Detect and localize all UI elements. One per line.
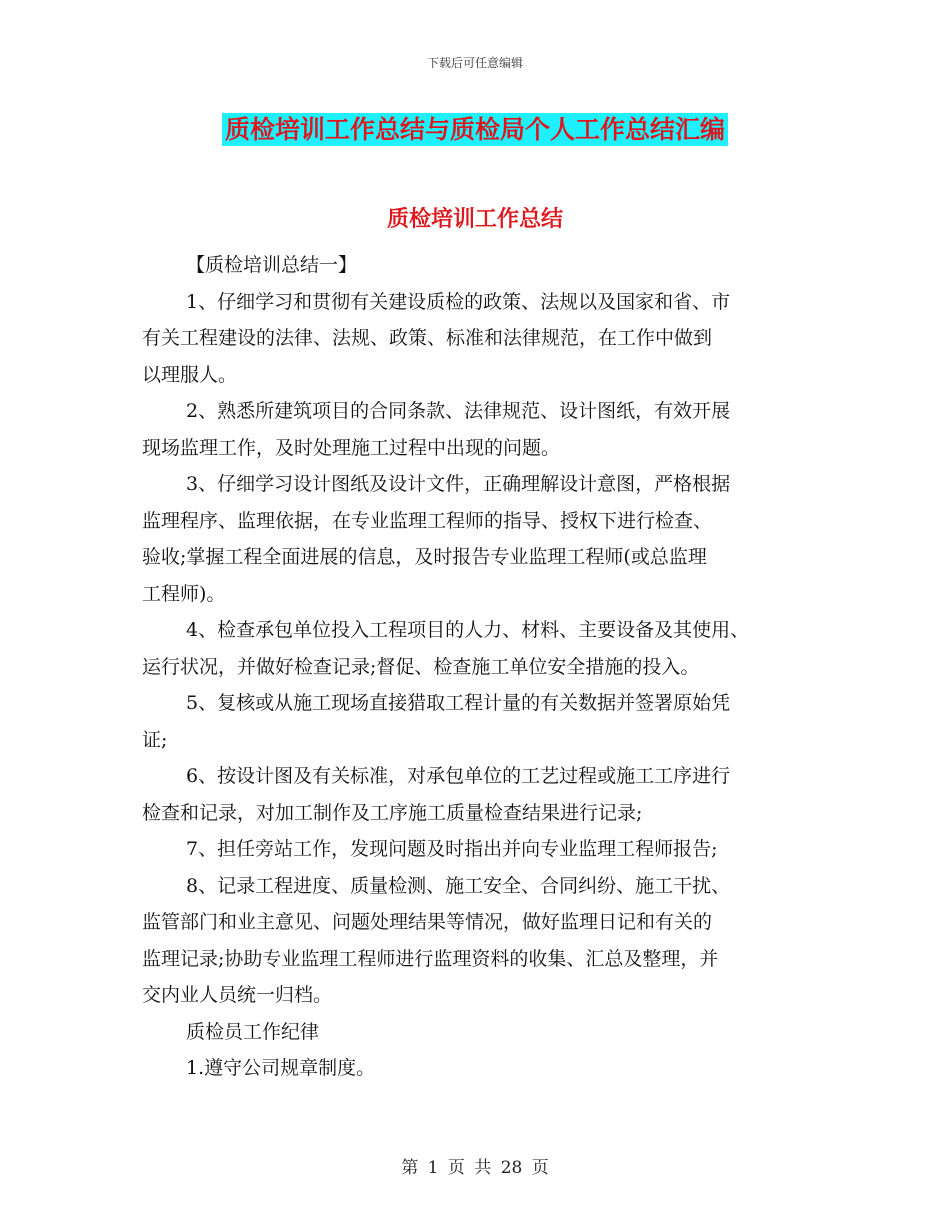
text-line: 证; — [142, 728, 168, 751]
text-line: 1.遵守公司规章制度。 — [186, 1057, 376, 1079]
text-line: 质检员工作纪律 — [186, 1020, 320, 1043]
header-note: 下载后可任意编辑 — [426, 56, 523, 70]
text-line: 8、记录工程进度、质量检测、施工安全、合同纠纷、施工干扰、 — [186, 874, 731, 897]
text-line: 现场监理工作，及时处理施工过程中出现的问题。 — [142, 436, 561, 459]
text-line: 监理程序、监理依据，在专业监理工程师的指导、授权下进行检查、 — [142, 509, 713, 532]
text-line: 2、熟悉所建筑项目的合同条款、法律规范、设计图纸，有效开展 — [186, 400, 731, 422]
text-line: 3、仔细学习设计图纸及设计文件，正确理解设计意图，严格根据 — [186, 473, 731, 495]
text-line: 验收;掌握工程全面进展的信息，及时报告专业监理工程师(或总监理 — [142, 546, 707, 568]
text-line: 有关工程建设的法律、法规、政策、标准和法律规范，在工作中做到 — [142, 327, 713, 349]
text-line: 运行状况，并做好检查记录;督促、检查施工单位安全措施的投入。 — [142, 655, 700, 678]
text-line: 检查和记录，对加工制作及工序施工质量检查结果进行记录; — [142, 801, 643, 824]
document-title — [0, 110, 950, 146]
body-text — [142, 247, 822, 1087]
text-line: 4、检查承包单位投入工程项目的人力、材料、主要设备及其使用、 — [186, 619, 750, 641]
text-line: 5、复核或从施工现场直接猎取工程计量的有关数据并签署原始凭 — [186, 692, 731, 714]
text-line: 监理记录;协助专业监理工程师进行监理资料的收集、汇总及整理，并 — [142, 947, 719, 970]
text-line: 7、担任旁站工作，发现问题及时指出并向专业监理工程师报告; — [186, 838, 718, 860]
text-line: 交内业人员统一归档。 — [142, 984, 333, 1006]
page-footer: 第 1 页 共 28 页 — [401, 1158, 549, 1178]
text-line: 工程师)。 — [142, 582, 226, 605]
text-line: 以理服人。 — [142, 363, 238, 386]
document-title-text: 质检培训工作总结与质检局个人工作总结汇编 — [222, 113, 728, 146]
text-line: 1、仔细学习和贯彻有关建设质检的政策、法规以及国家和省、市 — [186, 290, 731, 313]
section-title: 质检培训工作总结 — [386, 206, 563, 232]
text-line: 监管部门和业主意见、问题处理结果等情况，做好监理日记和有关的 — [142, 911, 713, 933]
text-line: 【质检培训总结一】 — [186, 254, 358, 276]
text-line: 6、按设计图及有关标准，对承包单位的工艺过程或施工工序进行 — [186, 765, 731, 787]
